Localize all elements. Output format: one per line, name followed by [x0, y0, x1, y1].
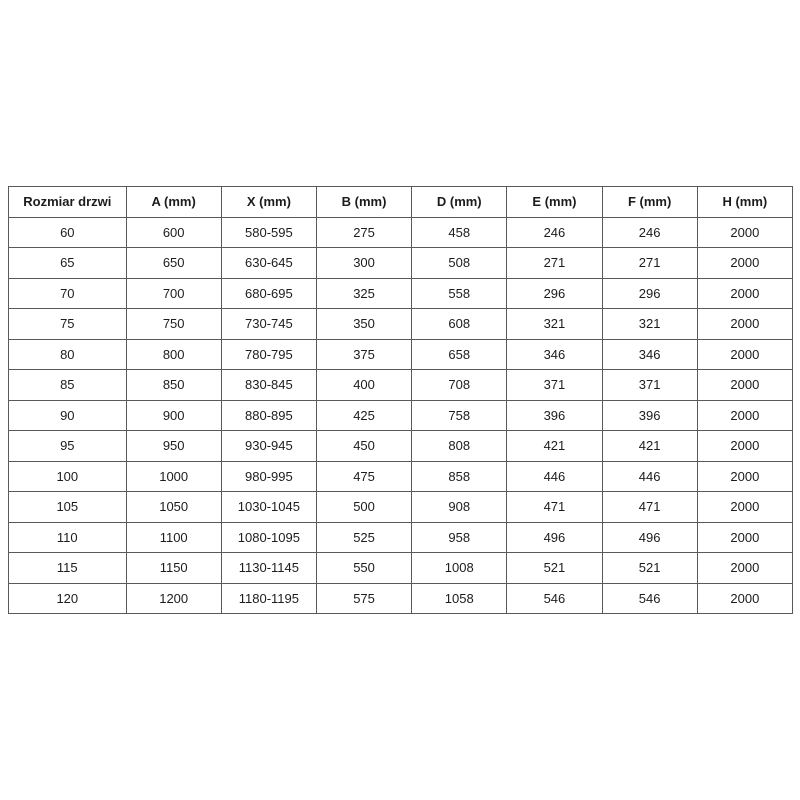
table-cell: 1000 — [126, 461, 221, 492]
table-cell: 446 — [602, 461, 697, 492]
table-cell: 1200 — [126, 583, 221, 614]
table-cell: 120 — [9, 583, 127, 614]
table-cell: 2000 — [697, 370, 792, 401]
door-dimensions-table — [8, 186, 793, 614]
table-cell: 880-895 — [221, 400, 316, 431]
table-cell: 1100 — [126, 522, 221, 553]
table-cell: 2000 — [697, 583, 792, 614]
table-cell: 400 — [316, 370, 411, 401]
table-row — [9, 492, 793, 523]
table-cell: 780-795 — [221, 339, 316, 370]
table-cell: 296 — [507, 278, 602, 309]
table-cell: 85 — [9, 370, 127, 401]
table-cell: 558 — [412, 278, 507, 309]
table-cell: 321 — [507, 309, 602, 340]
table-cell: 496 — [507, 522, 602, 553]
column-header-rozmiar-drzwi: Rozmiar drzwi — [9, 187, 127, 218]
table-cell: 375 — [316, 339, 411, 370]
table-cell: 296 — [602, 278, 697, 309]
table-row — [9, 522, 793, 553]
table-cell: 350 — [316, 309, 411, 340]
table-row — [9, 370, 793, 401]
table-cell: 100 — [9, 461, 127, 492]
table-cell: 808 — [412, 431, 507, 462]
table-cell: 521 — [507, 553, 602, 584]
table-cell: 1080-1095 — [221, 522, 316, 553]
table-cell: 958 — [412, 522, 507, 553]
table-row — [9, 278, 793, 309]
table-row — [9, 248, 793, 279]
table-cell: 508 — [412, 248, 507, 279]
table-cell: 750 — [126, 309, 221, 340]
table-cell: 300 — [316, 248, 411, 279]
table-cell: 321 — [602, 309, 697, 340]
table-cell: 80 — [9, 339, 127, 370]
table-cell: 396 — [602, 400, 697, 431]
table-cell: 446 — [507, 461, 602, 492]
table-cell: 830-845 — [221, 370, 316, 401]
table-cell: 246 — [602, 217, 697, 248]
table-cell: 800 — [126, 339, 221, 370]
table-cell: 475 — [316, 461, 411, 492]
table-cell: 115 — [9, 553, 127, 584]
table-cell: 1058 — [412, 583, 507, 614]
table-cell: 75 — [9, 309, 127, 340]
table-cell: 2000 — [697, 431, 792, 462]
table-cell: 70 — [9, 278, 127, 309]
table-cell: 346 — [602, 339, 697, 370]
table-cell: 396 — [507, 400, 602, 431]
table-cell: 60 — [9, 217, 127, 248]
table-cell: 758 — [412, 400, 507, 431]
table-cell: 105 — [9, 492, 127, 523]
table-cell: 425 — [316, 400, 411, 431]
table-body — [9, 217, 793, 614]
table-cell: 346 — [507, 339, 602, 370]
table-cell: 496 — [602, 522, 697, 553]
table-cell: 458 — [412, 217, 507, 248]
table-cell: 2000 — [697, 461, 792, 492]
table-cell: 65 — [9, 248, 127, 279]
table-cell: 700 — [126, 278, 221, 309]
table-cell: 90 — [9, 400, 127, 431]
table-header-row — [9, 187, 793, 218]
table-cell: 600 — [126, 217, 221, 248]
table-cell: 550 — [316, 553, 411, 584]
table-cell: 2000 — [697, 217, 792, 248]
table-cell: 371 — [507, 370, 602, 401]
table-cell: 980-995 — [221, 461, 316, 492]
table-cell: 246 — [507, 217, 602, 248]
table-cell: 546 — [602, 583, 697, 614]
table-cell: 2000 — [697, 309, 792, 340]
column-header-d-mm: D (mm) — [412, 187, 507, 218]
table-cell: 580-595 — [221, 217, 316, 248]
column-header-f-mm: F (mm) — [602, 187, 697, 218]
column-header-h-mm: H (mm) — [697, 187, 792, 218]
table-cell: 521 — [602, 553, 697, 584]
table-row — [9, 461, 793, 492]
table-cell: 271 — [507, 248, 602, 279]
table-cell: 450 — [316, 431, 411, 462]
table-cell: 2000 — [697, 339, 792, 370]
table-cell: 371 — [602, 370, 697, 401]
table-cell: 2000 — [697, 492, 792, 523]
table-cell: 421 — [602, 431, 697, 462]
table-cell: 730-745 — [221, 309, 316, 340]
table-row — [9, 309, 793, 340]
column-header-x-mm: X (mm) — [221, 187, 316, 218]
table-cell: 1180-1195 — [221, 583, 316, 614]
column-header-a-mm: A (mm) — [126, 187, 221, 218]
table-cell: 650 — [126, 248, 221, 279]
column-header-e-mm: E (mm) — [507, 187, 602, 218]
table-cell: 1050 — [126, 492, 221, 523]
table-cell: 2000 — [697, 522, 792, 553]
table-cell: 500 — [316, 492, 411, 523]
table-row — [9, 583, 793, 614]
table-cell: 325 — [316, 278, 411, 309]
column-header-b-mm: B (mm) — [316, 187, 411, 218]
table-cell: 908 — [412, 492, 507, 523]
table-cell: 471 — [507, 492, 602, 523]
table-cell: 930-945 — [221, 431, 316, 462]
table-cell: 2000 — [697, 553, 792, 584]
table-row — [9, 431, 793, 462]
table-cell: 2000 — [697, 278, 792, 309]
table-cell: 1150 — [126, 553, 221, 584]
table-cell: 2000 — [697, 248, 792, 279]
table-cell: 630-645 — [221, 248, 316, 279]
table-row — [9, 339, 793, 370]
table-cell: 471 — [602, 492, 697, 523]
table-cell: 421 — [507, 431, 602, 462]
table-cell: 858 — [412, 461, 507, 492]
table-header — [9, 187, 793, 218]
table-cell: 1008 — [412, 553, 507, 584]
table-cell: 546 — [507, 583, 602, 614]
table-cell: 708 — [412, 370, 507, 401]
table-cell: 950 — [126, 431, 221, 462]
table-cell: 900 — [126, 400, 221, 431]
table-cell: 658 — [412, 339, 507, 370]
table-cell: 525 — [316, 522, 411, 553]
table-cell: 850 — [126, 370, 221, 401]
table-cell: 275 — [316, 217, 411, 248]
table-cell: 110 — [9, 522, 127, 553]
table-cell: 608 — [412, 309, 507, 340]
table-row — [9, 400, 793, 431]
table-row — [9, 217, 793, 248]
table-cell: 95 — [9, 431, 127, 462]
table-cell: 1130-1145 — [221, 553, 316, 584]
table-cell: 2000 — [697, 400, 792, 431]
table-cell: 680-695 — [221, 278, 316, 309]
table-row — [9, 553, 793, 584]
table-cell: 271 — [602, 248, 697, 279]
table-cell: 1030-1045 — [221, 492, 316, 523]
table-cell: 575 — [316, 583, 411, 614]
